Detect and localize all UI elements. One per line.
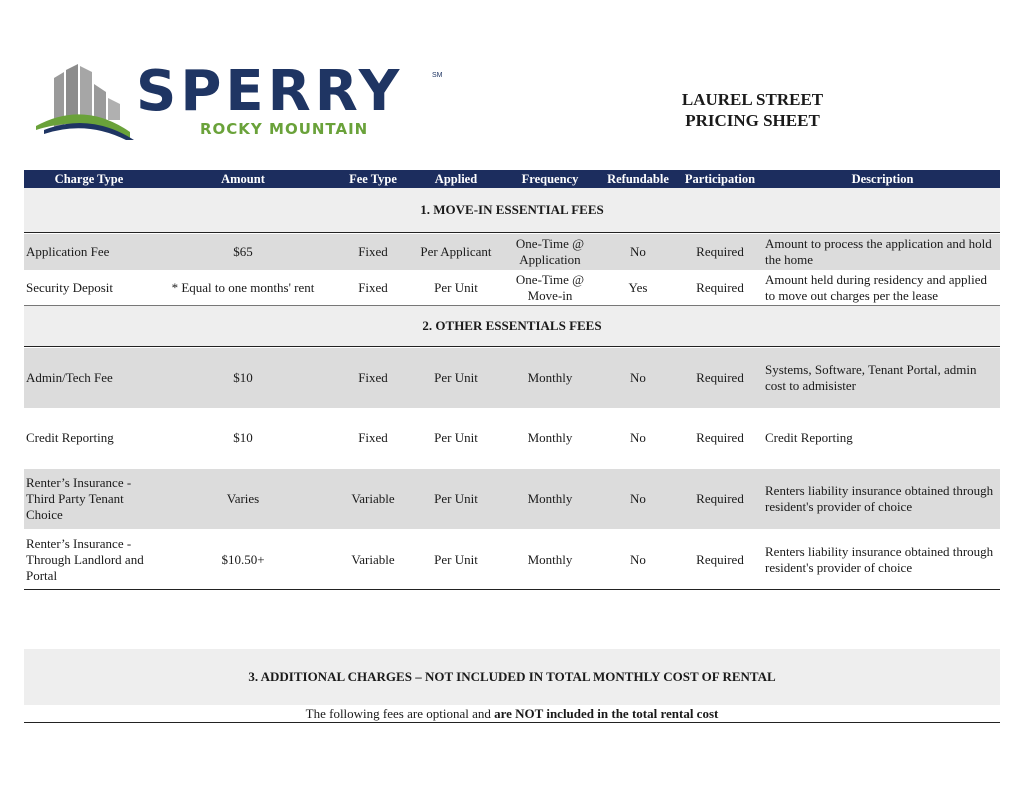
amount-cell: $65	[233, 244, 253, 259]
header-description: Description	[851, 172, 914, 186]
frequency-cell: One-Time @ Application	[515, 236, 585, 267]
divider	[24, 589, 1000, 590]
charge-type-cell: Credit Reporting	[26, 430, 114, 445]
frequency-cell: Monthly	[527, 370, 573, 385]
table-row	[24, 348, 1000, 408]
description-cell: Amount to process the application and hold the home	[765, 236, 992, 267]
charge-type-cell: Admin/Tech Fee	[26, 370, 113, 385]
participation-cell: Required	[696, 430, 744, 445]
participation-cell: Required	[696, 551, 744, 567]
charge-type-cell: Application Fee	[26, 244, 110, 259]
refundable-cell: Yes	[628, 280, 648, 295]
participation-cell: Required	[696, 280, 744, 295]
charge-type-cell: Renter’s Insurance - Through Landlord and Portal	[26, 535, 144, 583]
note-text: The following fees are optional and	[305, 706, 495, 721]
participation-cell: Required	[696, 244, 744, 259]
amount-cell: Varies	[226, 491, 260, 506]
table-header	[24, 170, 1000, 188]
brand-name: SPERRY	[136, 59, 404, 124]
title-line-1: LAUREL STREET	[681, 90, 824, 109]
amount-cell: $10.50+	[221, 551, 265, 567]
header-frequency: Frequency	[521, 172, 579, 186]
page-title	[600, 89, 905, 131]
title-line-2: PRICING SHEET	[685, 111, 820, 130]
applied-cell: Per Unit	[434, 491, 478, 506]
charge-type-cell: Renter’s Insurance - Third Party Tenant Choice	[26, 475, 132, 522]
table-row	[24, 530, 1000, 589]
company-logo	[34, 58, 454, 142]
fee-type-cell: Fixed	[358, 430, 388, 445]
fee-type-cell: Fixed	[358, 370, 388, 385]
table-row	[24, 234, 1000, 270]
description-cell: Amount held during residency and applied to move out charges per the lease	[765, 272, 988, 303]
applied-cell: Per Unit	[434, 430, 478, 445]
header-applied: Applied	[434, 172, 478, 186]
table-row	[24, 469, 1000, 529]
frequency-cell: Monthly	[527, 551, 573, 567]
header-amount: Amount	[221, 172, 265, 186]
fee-type-cell: Fixed	[358, 280, 388, 295]
service-mark: SM	[432, 72, 443, 79]
frequency-cell: Monthly	[527, 430, 573, 445]
applied-cell: Per Unit	[434, 370, 478, 385]
header-charge-type: Charge Type	[54, 172, 124, 186]
fee-type-cell: Fixed	[358, 244, 388, 259]
applied-cell: Per Unit	[434, 280, 478, 295]
description-cell: Systems, Software, Tenant Portal, admin cost to admisister	[765, 362, 977, 393]
charge-type-cell: Security Deposit	[26, 280, 114, 295]
table-row	[24, 408, 1000, 468]
refundable-cell: No	[630, 551, 646, 567]
header-fee-type: Fee Type	[349, 172, 397, 186]
frequency-cell: One-Time @ Move-in	[515, 272, 585, 303]
amount-cell: $10	[233, 370, 253, 385]
divider	[24, 346, 1000, 347]
section-title: 3. ADDITIONAL CHARGES – NOT INCLUDED IN TOTAL MONTHLY COST OF RENTAL	[24, 649, 1000, 705]
applied-cell: Per Applicant	[420, 244, 492, 259]
amount-cell: $10	[233, 430, 253, 445]
refundable-cell: No	[630, 491, 646, 506]
divider	[24, 722, 1000, 723]
fee-type-cell: Variable	[351, 551, 395, 567]
section-title: 2. OTHER ESSENTIALS FEES	[24, 306, 1000, 346]
section-title: 1. MOVE-IN ESSENTIAL FEES	[24, 188, 1000, 232]
participation-cell: Required	[696, 491, 744, 506]
description-cell: Credit Reporting	[765, 430, 853, 445]
buildings-icon	[34, 58, 138, 142]
header-participation: Participation	[684, 172, 756, 186]
frequency-cell: Monthly	[527, 491, 573, 506]
refundable-cell: No	[630, 370, 646, 385]
applied-cell: Per Unit	[434, 551, 478, 567]
optional-fees-note	[24, 705, 1000, 723]
note-emphasis: are NOT included in the total rental cost	[494, 706, 719, 721]
table-row	[24, 270, 1000, 306]
brand-subtitle: ROCKY MOUNTAIN	[200, 120, 369, 138]
header-refundable: Refundable	[607, 172, 669, 186]
amount-cell: * Equal to one months' rent	[171, 280, 315, 295]
refundable-cell: No	[630, 430, 646, 445]
participation-cell: Required	[696, 370, 744, 385]
divider	[24, 232, 1000, 233]
description-cell: Renters liability insurance obtained through resident's provider of choice	[765, 543, 994, 575]
refundable-cell: No	[630, 244, 646, 259]
fee-type-cell: Variable	[351, 491, 395, 506]
description-cell: Renters liability insurance obtained through resident's provider of choice	[765, 483, 994, 514]
